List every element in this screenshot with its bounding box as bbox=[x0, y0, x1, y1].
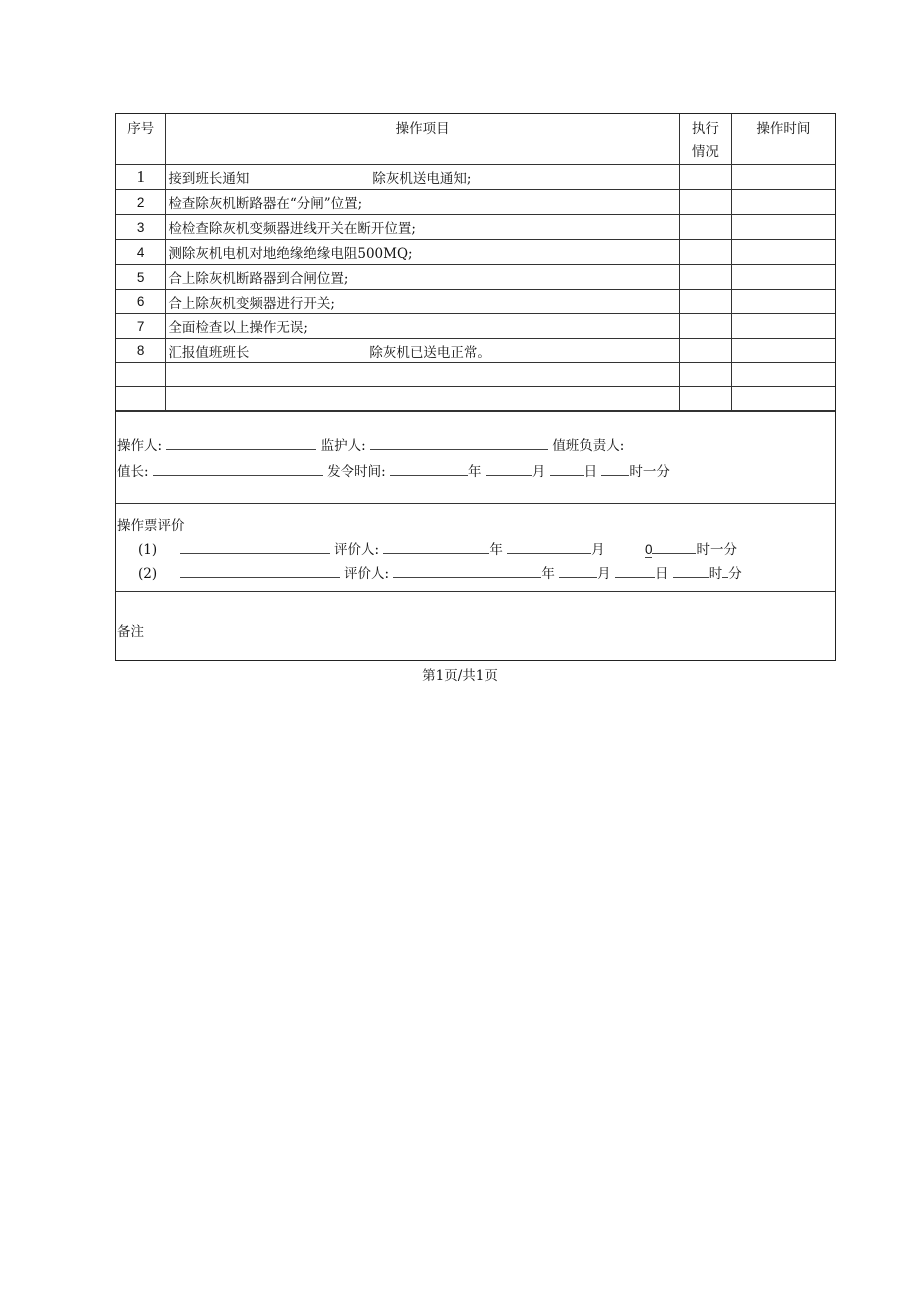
supervisor-field[interactable] bbox=[370, 435, 548, 450]
evaluation-section bbox=[116, 503, 835, 591]
evaluation-comment-field[interactable] bbox=[180, 563, 340, 578]
table-row bbox=[116, 215, 835, 240]
remarks-section bbox=[116, 591, 835, 661]
row-time-cell[interactable] bbox=[731, 215, 835, 240]
row-exec-cell[interactable] bbox=[679, 314, 731, 339]
row-seq: 8 bbox=[116, 339, 166, 363]
header-item: 操作项目 bbox=[166, 114, 680, 165]
row-seq: 3 bbox=[116, 215, 166, 240]
evaluation-year-field[interactable] bbox=[393, 563, 541, 578]
row-time-cell[interactable] bbox=[731, 290, 835, 314]
evaluation-day-field[interactable] bbox=[615, 563, 655, 578]
order-day-label: 日 bbox=[583, 464, 598, 480]
supervisor-label: 监护人: bbox=[320, 438, 366, 454]
evaluation-comment-field[interactable] bbox=[180, 539, 330, 554]
operator-label: 操作人: bbox=[117, 438, 163, 454]
order-year-field[interactable] bbox=[390, 461, 468, 476]
evaluation-year-field[interactable] bbox=[383, 539, 489, 554]
row-item: 全面检查以上操作无误; bbox=[166, 314, 680, 339]
evaluation-title: 操作票评价 bbox=[117, 518, 185, 534]
row-item[interactable] bbox=[166, 363, 680, 387]
row-item bbox=[166, 165, 680, 190]
header-exec-line2: 情况 bbox=[691, 144, 719, 160]
evaluation-month-field[interactable] bbox=[559, 563, 597, 578]
order-month-label: 月 bbox=[531, 464, 546, 480]
table-row bbox=[116, 314, 835, 339]
signature-line-2 bbox=[117, 460, 670, 480]
order-month-field[interactable] bbox=[486, 461, 532, 476]
order-hour-field[interactable] bbox=[601, 461, 629, 476]
row-exec-cell[interactable] bbox=[679, 265, 731, 290]
table-row bbox=[116, 165, 835, 190]
evaluation-year-label: 年 bbox=[489, 542, 503, 558]
operator-field[interactable] bbox=[166, 435, 316, 450]
row-item[interactable] bbox=[166, 387, 680, 411]
table-row bbox=[116, 339, 835, 363]
order-time-label: 发令时间: bbox=[327, 464, 386, 480]
chief-label: 值长: bbox=[117, 464, 149, 480]
header-time: 操作时间 bbox=[731, 114, 835, 165]
table-row-empty bbox=[116, 363, 835, 387]
evaluation-day-value: 0 bbox=[644, 542, 653, 557]
row-time-cell[interactable] bbox=[731, 165, 835, 190]
table-row bbox=[116, 190, 835, 215]
row-seq bbox=[116, 387, 166, 411]
order-year-label: 年 bbox=[468, 464, 482, 480]
row-exec-cell[interactable] bbox=[679, 339, 731, 363]
row-time-cell[interactable] bbox=[731, 265, 835, 290]
evaluation-index: (1) bbox=[138, 542, 158, 558]
evaluation-line-2 bbox=[138, 562, 742, 582]
evaluation-day-label: 日 bbox=[654, 566, 669, 582]
table-row bbox=[116, 265, 835, 290]
table-row-empty bbox=[116, 387, 835, 411]
row-exec-cell[interactable] bbox=[679, 240, 731, 265]
row-seq: 5 bbox=[116, 265, 166, 290]
row-item: 合上除灰机断路器到合闸位置; bbox=[166, 265, 680, 290]
row-item bbox=[166, 339, 680, 363]
row-seq: 1 bbox=[116, 165, 166, 190]
row-seq: 6 bbox=[116, 290, 166, 314]
row-exec-cell[interactable] bbox=[679, 165, 731, 190]
chief-field[interactable] bbox=[153, 461, 323, 476]
evaluation-minute-label: 分 bbox=[728, 566, 742, 582]
evaluation-hour-field[interactable] bbox=[673, 563, 709, 578]
order-hour-minute-label: 时一分 bbox=[629, 464, 670, 480]
operation-table bbox=[116, 114, 835, 411]
row-exec-cell[interactable] bbox=[679, 190, 731, 215]
row-item: 合上除灰机变频器进行开关; bbox=[166, 290, 680, 314]
row-time-cell[interactable] bbox=[731, 387, 835, 411]
evaluation-hour-minute-label: 时一分 bbox=[696, 542, 737, 558]
table-row bbox=[116, 290, 835, 314]
row-exec-cell[interactable] bbox=[679, 215, 731, 240]
signature-line-1 bbox=[117, 434, 624, 454]
row-item: 测除灰机电机对地绝缘绝缘电阻500MQ; bbox=[166, 240, 680, 265]
operation-ticket-form bbox=[115, 113, 836, 661]
evaluation-year-label: 年 bbox=[541, 566, 555, 582]
shift-lead-label: 值班负责人: bbox=[552, 438, 625, 454]
row-seq: 2 bbox=[116, 190, 166, 215]
evaluator-label: 评价人: bbox=[344, 566, 390, 582]
header-exec bbox=[679, 114, 731, 165]
row-time-cell[interactable] bbox=[731, 339, 835, 363]
evaluation-month-field[interactable] bbox=[507, 539, 591, 554]
evaluation-line-1 bbox=[138, 538, 737, 558]
signature-section bbox=[116, 411, 835, 503]
row-seq: 4 bbox=[116, 240, 166, 265]
row-seq: 7 bbox=[116, 314, 166, 339]
header-exec-line1: 执行 bbox=[691, 121, 719, 137]
evaluation-month-label: 月 bbox=[597, 566, 611, 582]
row-item: 检查除灰机断路器在“分闸”位置; bbox=[166, 190, 680, 215]
row-exec-cell[interactable] bbox=[679, 363, 731, 387]
row-item-text: 接到班长通知 bbox=[168, 171, 250, 187]
row-time-cell[interactable] bbox=[731, 190, 835, 215]
order-day-field[interactable] bbox=[550, 461, 584, 476]
table-row bbox=[116, 240, 835, 265]
evaluation-day-field[interactable] bbox=[652, 539, 696, 554]
evaluator-label: 评价人: bbox=[334, 542, 380, 558]
row-item-text-right: 除灰机送电通知; bbox=[372, 171, 472, 187]
row-time-cell[interactable] bbox=[731, 363, 835, 387]
row-item: 检检查除灰机变频器进线开关在断开位置; bbox=[166, 215, 680, 240]
row-time-cell[interactable] bbox=[731, 314, 835, 339]
remarks-label: 备注 bbox=[117, 624, 144, 640]
table-header-row bbox=[116, 114, 835, 165]
evaluation-index: (2) bbox=[138, 566, 158, 582]
row-exec-cell[interactable] bbox=[679, 387, 731, 411]
row-item-text: 汇报值班班长 bbox=[168, 344, 250, 361]
row-seq bbox=[116, 363, 166, 387]
row-exec-cell[interactable] bbox=[679, 290, 731, 314]
header-seq: 序号 bbox=[116, 114, 166, 165]
page-footer: 第1页/共1页 bbox=[422, 668, 498, 684]
row-time-cell[interactable] bbox=[731, 240, 835, 265]
evaluation-month-label: 月 bbox=[591, 542, 605, 558]
row-item-text-right: 除灰机已送电正常。 bbox=[369, 344, 491, 361]
evaluation-hour-label: 时 bbox=[708, 566, 723, 582]
